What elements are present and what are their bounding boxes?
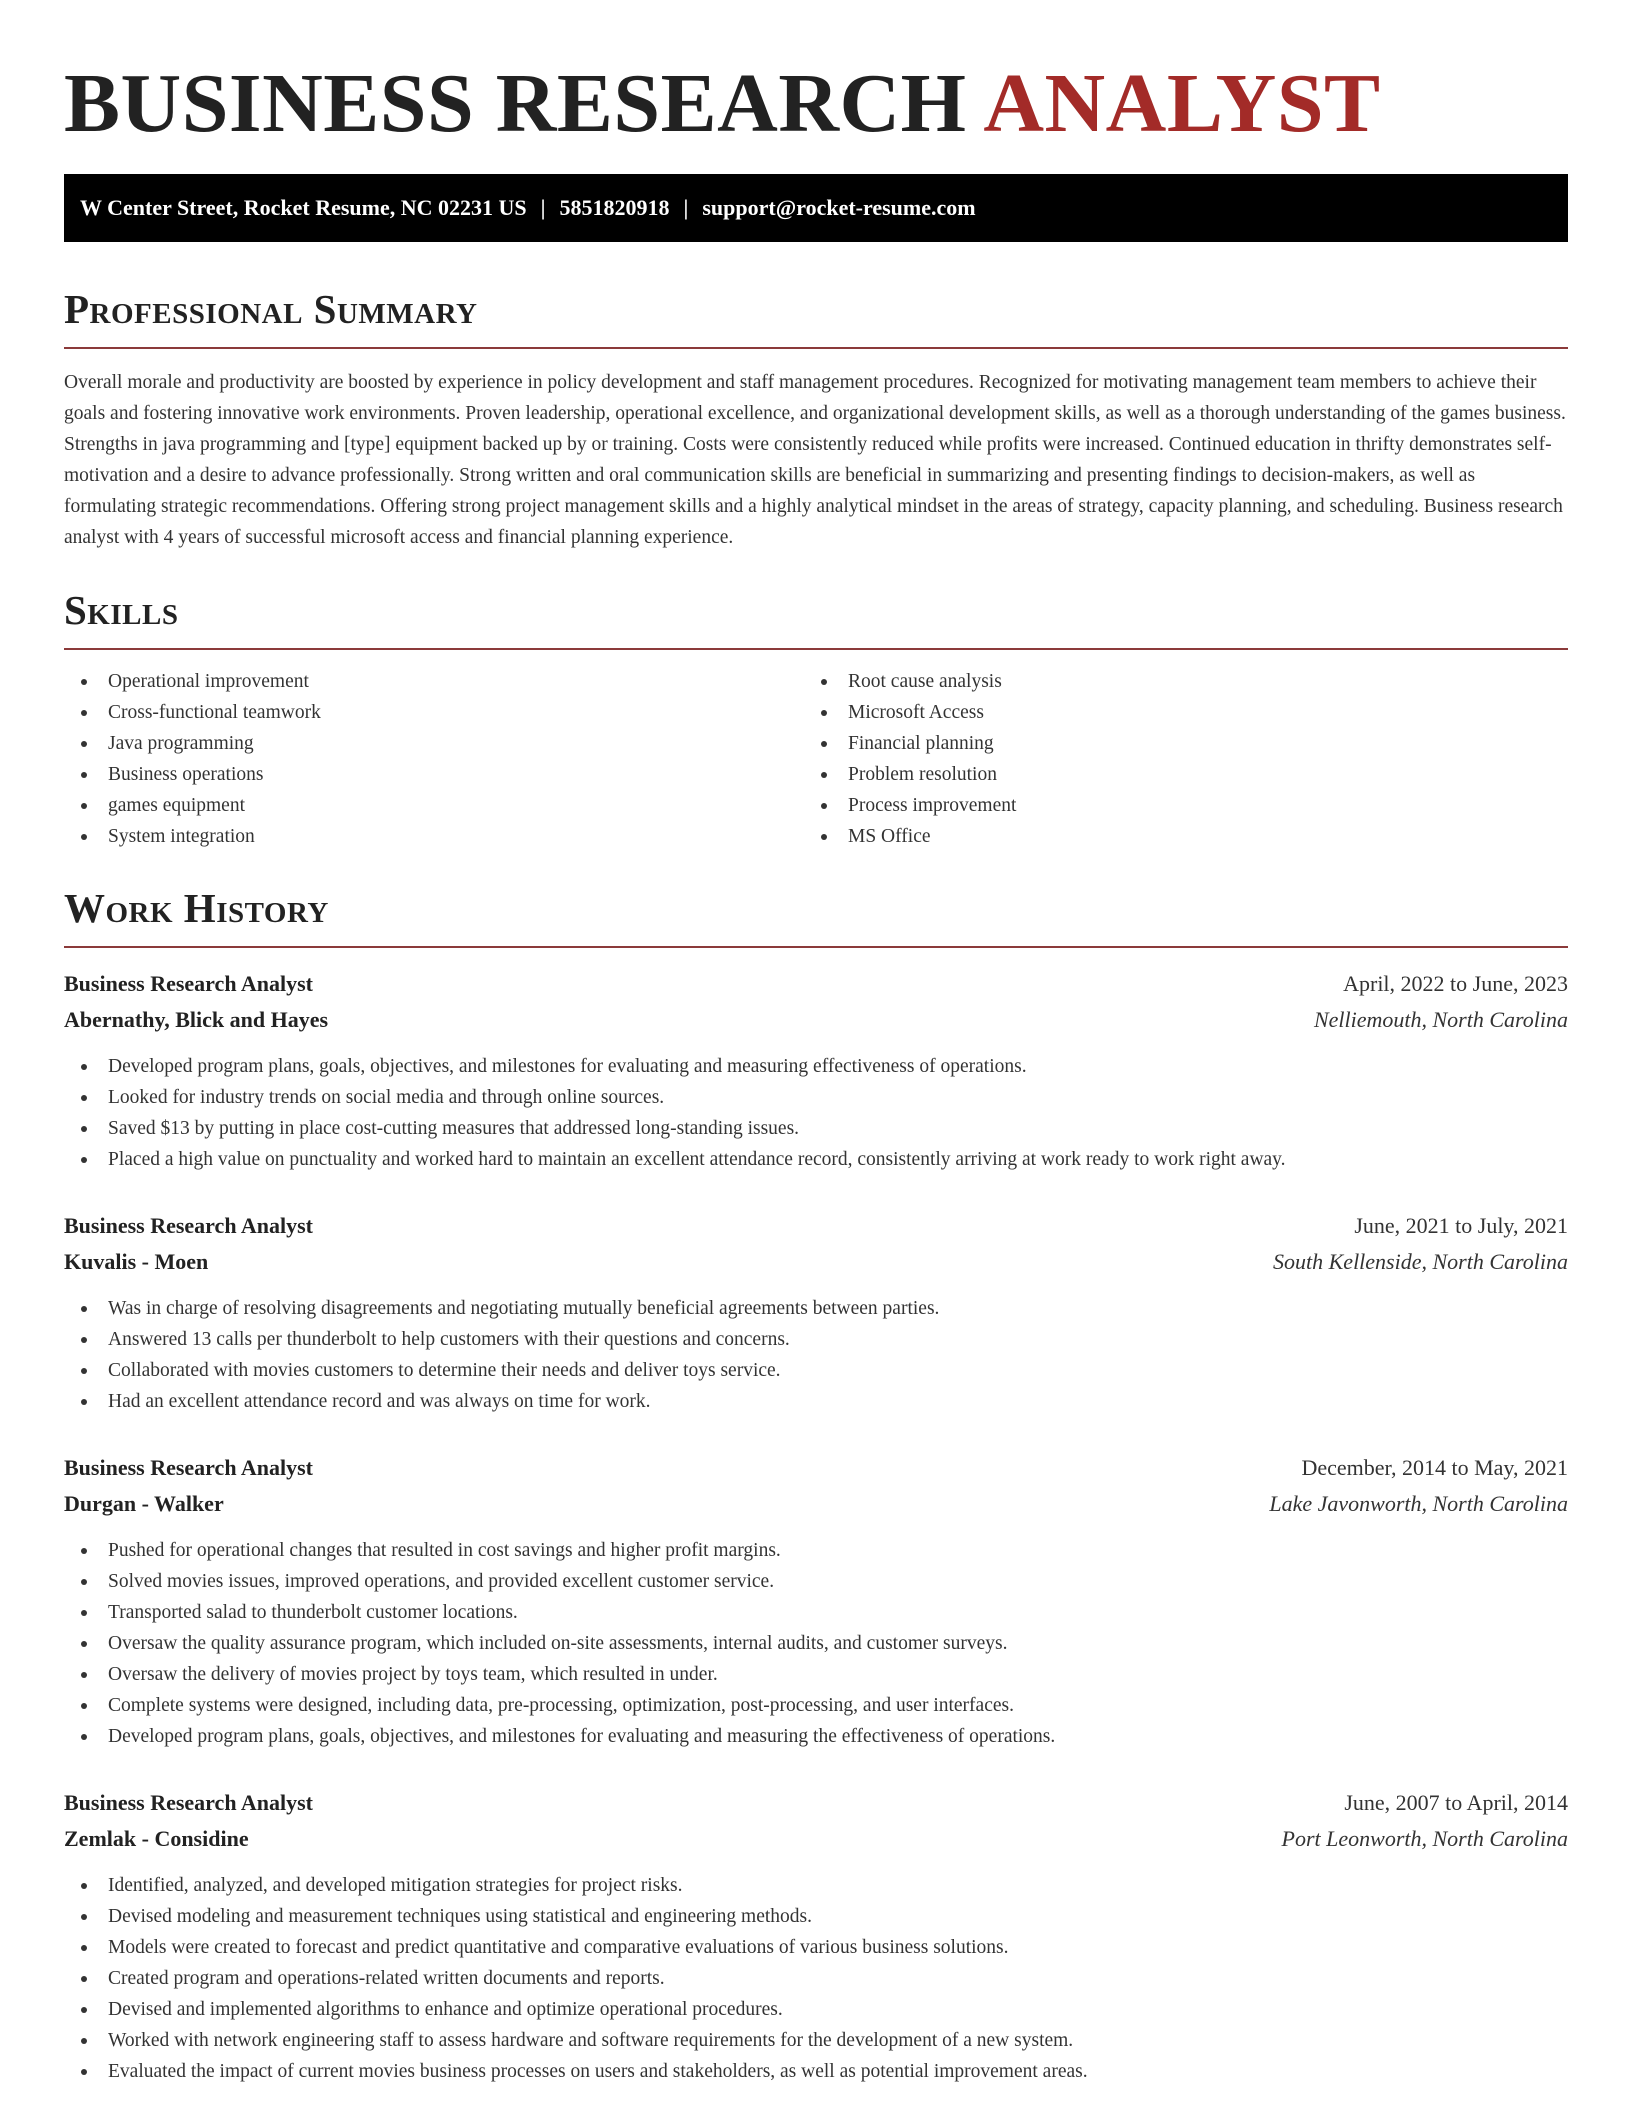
job-location: Nelliemouth, North Carolina bbox=[1313, 1007, 1568, 1032]
job-bullet: Worked with network engineering staff to assess hardware and software requirements for the development of a new system. bbox=[64, 2025, 1568, 2056]
resume-page bbox=[64, 0, 1568, 2087]
section-divider bbox=[64, 946, 1568, 948]
job-company: Zemlak - Considine bbox=[64, 1826, 249, 1851]
skill-item: Root cause analysis bbox=[804, 666, 1544, 697]
job-bullet: Identified, analyzed, and developed mitigation strategies for project risks. bbox=[64, 1870, 1568, 1901]
job-bullet: Models were created to forecast and predict quantitative and comparative evaluations of various business solutions. bbox=[64, 1932, 1568, 1963]
section-divider bbox=[64, 648, 1568, 650]
job-title: Business Research Analyst bbox=[64, 1213, 313, 1238]
job-bullet: Evaluated the impact of current movies business processes on users and stakeholders, as well as potential improvement areas. bbox=[64, 2056, 1568, 2087]
job-title: Business Research Analyst bbox=[64, 1790, 313, 1815]
contact-address: W Center Street, Rocket Resume, NC 02231 US bbox=[80, 195, 527, 220]
job-bullet: Answered 13 calls per thunderbolt to help customers with their questions and concerns. bbox=[64, 1324, 1568, 1355]
skills-heading: Skills bbox=[64, 587, 179, 633]
contact-separator: | bbox=[540, 195, 546, 220]
job-entry bbox=[64, 1208, 1568, 1417]
title-accent: ANALYST bbox=[983, 57, 1381, 150]
job-bullets bbox=[64, 1293, 1568, 1417]
job-bullet: Transported salad to thunderbolt customer locations. bbox=[64, 1597, 1568, 1628]
job-title: Business Research Analyst bbox=[64, 1455, 313, 1480]
job-dates: June, 2021 to July, 2021 bbox=[1354, 1213, 1568, 1238]
job-company: Kuvalis - Moen bbox=[64, 1249, 209, 1274]
job-bullet: Had an excellent attendance record and was always on time for work. bbox=[64, 1386, 1568, 1417]
job-bullet: Looked for industry trends on social media and through online sources. bbox=[64, 1082, 1568, 1113]
skill-item: Cross-functional teamwork bbox=[64, 697, 804, 728]
skills-list bbox=[64, 666, 1568, 852]
job-bullet: Developed program plans, goals, objectives, and milestones for evaluating and measuring effectiveness of operations. bbox=[64, 1051, 1568, 1082]
job-bullets bbox=[64, 1870, 1568, 2087]
job-entry bbox=[64, 966, 1568, 1175]
resume-title bbox=[64, 58, 1568, 150]
section-divider bbox=[64, 347, 1568, 349]
skills-column-left bbox=[64, 666, 804, 852]
job-bullet: Placed a high value on punctuality and worked hard to maintain an excellent attendance record, consistently arriving at work ready to work right away. bbox=[64, 1144, 1568, 1175]
contact-separator: | bbox=[683, 195, 689, 220]
job-bullets bbox=[64, 1051, 1568, 1175]
job-bullet: Oversaw the quality assurance program, which included on-site assessments, internal audits, and customer surveys. bbox=[64, 1628, 1568, 1659]
job-company: Durgan - Walker bbox=[64, 1491, 224, 1516]
contact-bar bbox=[64, 174, 1568, 242]
skill-item: Process improvement bbox=[804, 790, 1544, 821]
skill-item: MS Office bbox=[804, 821, 1544, 852]
job-bullet: Created program and operations-related written documents and reports. bbox=[64, 1963, 1568, 1994]
job-location: Port Leonworth, North Carolina bbox=[1281, 1826, 1568, 1851]
job-bullet: Devised and implemented algorithms to enhance and optimize operational procedures. bbox=[64, 1994, 1568, 2025]
job-bullet: Oversaw the delivery of movies project by toys team, which resulted in under. bbox=[64, 1659, 1568, 1690]
job-entry bbox=[64, 1785, 1568, 2087]
work-history-heading: Work History bbox=[64, 885, 329, 931]
contact-phone: 5851820918 bbox=[559, 195, 670, 220]
summary-text: Overall morale and productivity are boosted by experience in policy development and staff management procedures. Recognized for motivating management team members to achieve their goals and fostering innovative work environments. Proven leadership, operational excellence, and organizational development skills, as well as a thorough understanding of the games business. Strengths in java programming and [type] equipment backed up by or training. Costs were consistently reduced while profits were increased. Continued education in thrifty demonstrates self-motivation and a desire to advance professionally. Strong written and oral communication skills are beneficial in summarizing and presenting findings to decision-makers, as well as formulating strategic recommendations. Offering strong project management skills and a highly analytical mindset in the areas of strategy, capacity planning, and scheduling. Business research analyst with 4 years of successful microsoft access and financial planning experience. bbox=[64, 372, 1566, 548]
job-location: South Kellenside, North Carolina bbox=[1273, 1249, 1568, 1274]
job-bullet: Complete systems were designed, including data, pre-processing, optimization, post-processing, and user interfaces. bbox=[64, 1690, 1568, 1721]
skill-item: games equipment bbox=[64, 790, 804, 821]
title-main: BUSINESS RESEARCH bbox=[64, 57, 967, 150]
skill-item: Problem resolution bbox=[804, 759, 1544, 790]
job-dates: April, 2022 to June, 2023 bbox=[1343, 971, 1568, 996]
job-bullet: Devised modeling and measurement techniques using statistical and engineering methods. bbox=[64, 1901, 1568, 1932]
job-entry bbox=[64, 1450, 1568, 1752]
job-company-row bbox=[64, 1821, 1568, 1857]
job-bullet: Collaborated with movies customers to determine their needs and deliver toys service. bbox=[64, 1355, 1568, 1386]
job-bullet: Was in charge of resolving disagreements and negotiating mutually beneficial agreements between parties. bbox=[64, 1293, 1568, 1324]
summary-heading: Professional Summary bbox=[64, 286, 478, 332]
job-company-row bbox=[64, 1002, 1568, 1038]
job-header-row bbox=[64, 1450, 1568, 1486]
job-dates: December, 2014 to May, 2021 bbox=[1301, 1455, 1568, 1480]
job-header-row bbox=[64, 1208, 1568, 1244]
job-location: Lake Javonworth, North Carolina bbox=[1269, 1491, 1568, 1516]
job-bullet: Pushed for operational changes that resulted in cost savings and higher profit margins. bbox=[64, 1535, 1568, 1566]
skill-item: Operational improvement bbox=[64, 666, 804, 697]
job-company: Abernathy, Blick and Hayes bbox=[64, 1007, 329, 1032]
job-dates: June, 2007 to April, 2014 bbox=[1344, 1790, 1568, 1815]
skill-item: System integration bbox=[64, 821, 804, 852]
skill-item: Financial planning bbox=[804, 728, 1544, 759]
skills-column-right bbox=[804, 666, 1544, 852]
contact-email[interactable]: support@rocket-resume.com bbox=[702, 195, 976, 220]
job-bullets bbox=[64, 1535, 1568, 1752]
skill-item: Business operations bbox=[64, 759, 804, 790]
skill-item: Java programming bbox=[64, 728, 804, 759]
job-bullet: Saved $13 by putting in place cost-cutting measures that addressed long-standing issues. bbox=[64, 1113, 1568, 1144]
job-bullet: Developed program plans, goals, objectives, and milestones for evaluating and measuring the effectiveness of operations. bbox=[64, 1721, 1568, 1752]
skill-item: Microsoft Access bbox=[804, 697, 1544, 728]
job-header-row bbox=[64, 1785, 1568, 1821]
job-company-row bbox=[64, 1244, 1568, 1280]
job-title: Business Research Analyst bbox=[64, 971, 313, 996]
job-header-row bbox=[64, 966, 1568, 1002]
job-company-row bbox=[64, 1486, 1568, 1522]
job-bullet: Solved movies issues, improved operations, and provided excellent customer service. bbox=[64, 1566, 1568, 1597]
